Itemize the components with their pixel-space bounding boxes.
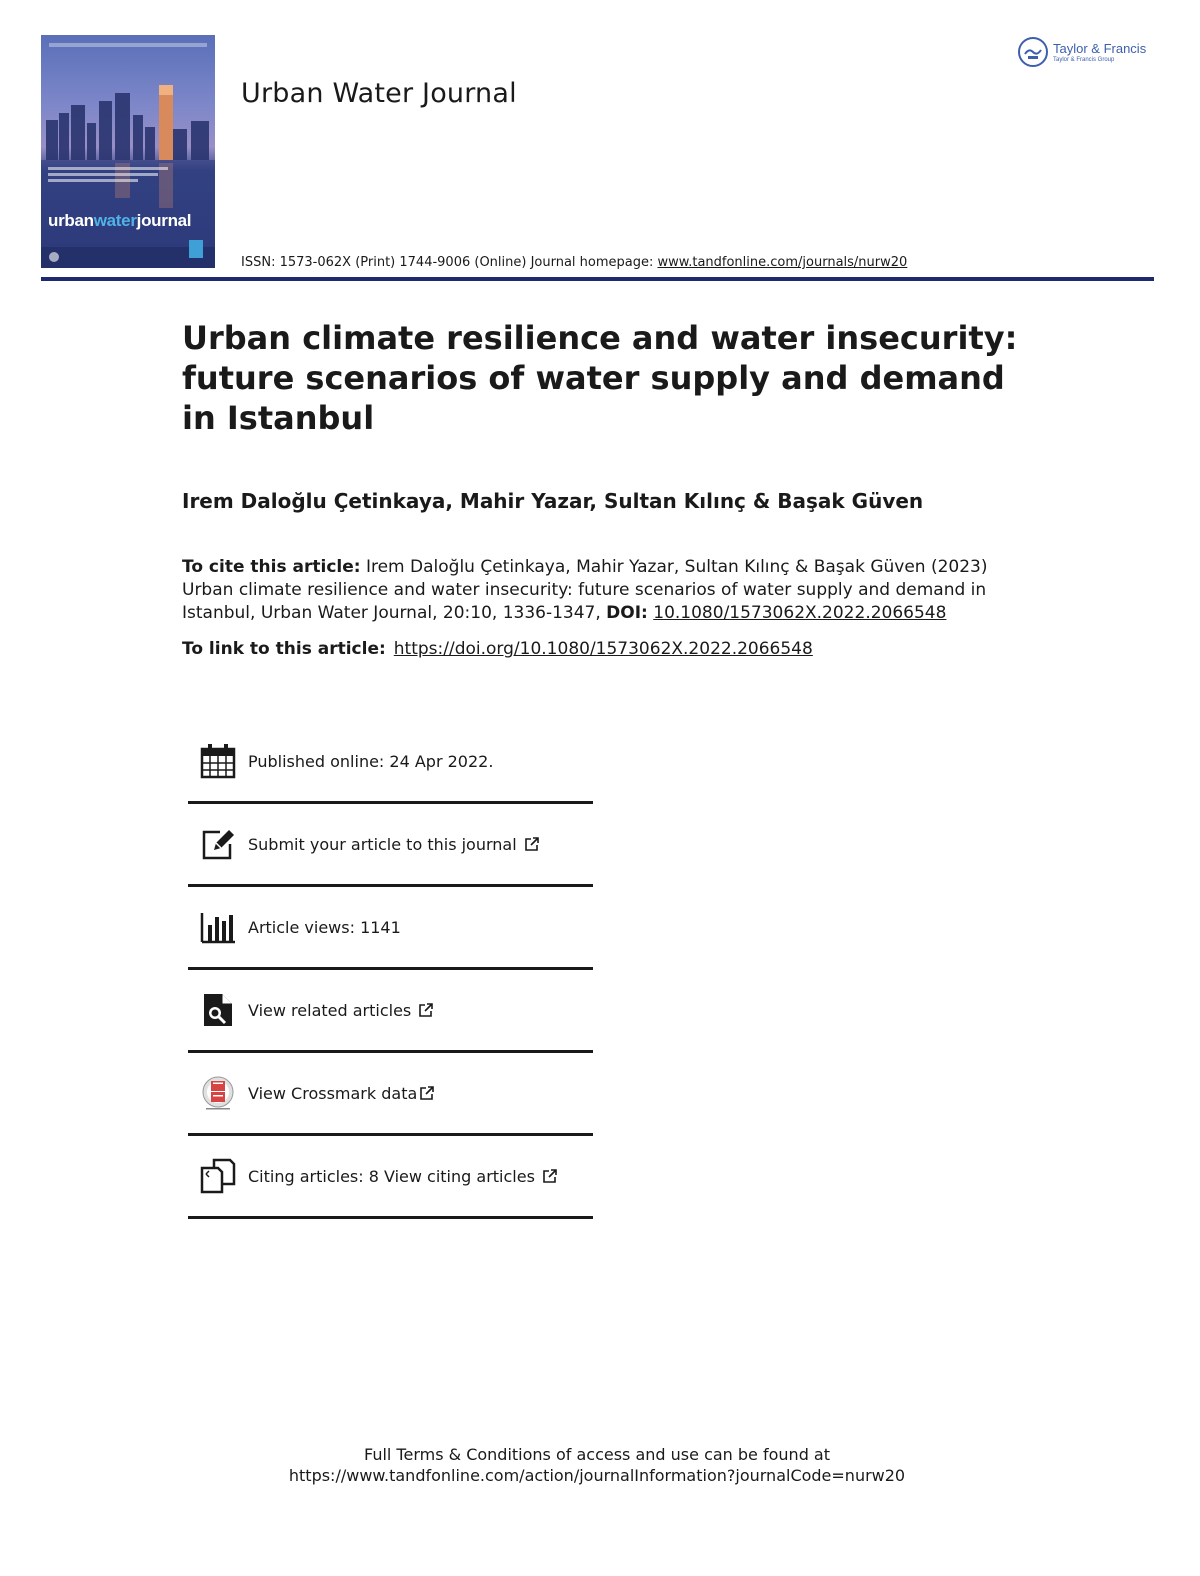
article-link-line [182, 639, 813, 659]
issn-line [241, 255, 907, 270]
article-title: Urban climate resilience and water insecurity: future scenarios of water supply and demand in Istanbul [182, 319, 1018, 437]
info-published [188, 721, 593, 804]
info-related[interactable] [188, 970, 593, 1053]
calendar-icon [200, 743, 236, 779]
cover-text-lines [48, 167, 178, 185]
bar-chart-icon [200, 909, 236, 945]
related-articles-link[interactable]: View related articles [248, 1000, 412, 1020]
journal-title: Urban Water Journal [241, 78, 517, 109]
external-link-icon [419, 1085, 435, 1101]
cite-label: To cite this article: [182, 557, 361, 577]
submit-article-link[interactable]: Submit your article to this journal [248, 834, 517, 854]
external-link-icon [542, 1168, 558, 1184]
document-search-icon [200, 992, 236, 1028]
external-link-icon [418, 1002, 434, 1018]
external-link-icon [524, 836, 540, 852]
footer-url[interactable]: https://www.tandfonline.com/action/journalInformation?journalCode=nurw20 [288, 1466, 906, 1485]
published-text: Published online: 24 Apr 2022. [248, 751, 494, 771]
article-info-list [188, 721, 593, 1219]
publisher-name: Taylor & Francis [1053, 40, 1147, 56]
doi-link[interactable]: 10.1080/1573062X.2022.2066548 [653, 603, 947, 623]
info-crossmark[interactable] [188, 1053, 593, 1136]
article-authors: Irem Daloğlu Çetinkaya, Mahir Yazar, Sultan Kılınç & Başak Güven [182, 489, 924, 513]
info-views [188, 887, 593, 970]
cite-text: Irem Daloğlu Çetinkaya, Mahir Yazar, Sultan Kılınç & Başak Güven (2023) Urban climate resilience and water insecurity: future scenarios of water supply and demand in Istanbul, Urban Water Journal, 20:10, 1336-1347, [182, 557, 988, 623]
taylor-francis-icon [1017, 36, 1049, 68]
doi-label: DOI: [606, 603, 648, 623]
info-citing[interactable] [188, 1136, 593, 1219]
publisher-logo [1017, 35, 1157, 69]
article-doi-url[interactable]: https://doi.org/10.1080/1573062X.2022.2066548 [393, 639, 813, 659]
cover-wordmark: urbanwaterjournal [48, 211, 192, 230]
issn-text: ISSN: 1573-062X (Print) 1744-9006 (Online) Journal homepage: [241, 255, 658, 270]
link-label: To link to this article: [182, 639, 386, 659]
journal-homepage-link[interactable]: www.tandfonline.com/journals/nurw20 [657, 255, 908, 270]
footer-line1: Full Terms & Conditions of access and use can be found at [363, 1445, 831, 1464]
terms-footer [0, 1444, 1194, 1486]
crossmark-link[interactable]: View Crossmark data [248, 1083, 418, 1103]
edit-icon [200, 826, 236, 862]
citing-articles-link[interactable]: Citing articles: 8 View citing articles [248, 1166, 535, 1186]
header-rule [41, 277, 1154, 281]
citing-documents-icon [200, 1158, 236, 1194]
citation-block [182, 556, 1032, 625]
crossmark-icon [200, 1075, 236, 1111]
info-submit[interactable] [188, 804, 593, 887]
journal-cover-image [41, 35, 215, 268]
cover-skyline [41, 35, 215, 268]
views-text: Article views: 1141 [248, 917, 401, 937]
publisher-sub: Taylor & Francis Group [1053, 56, 1115, 63]
